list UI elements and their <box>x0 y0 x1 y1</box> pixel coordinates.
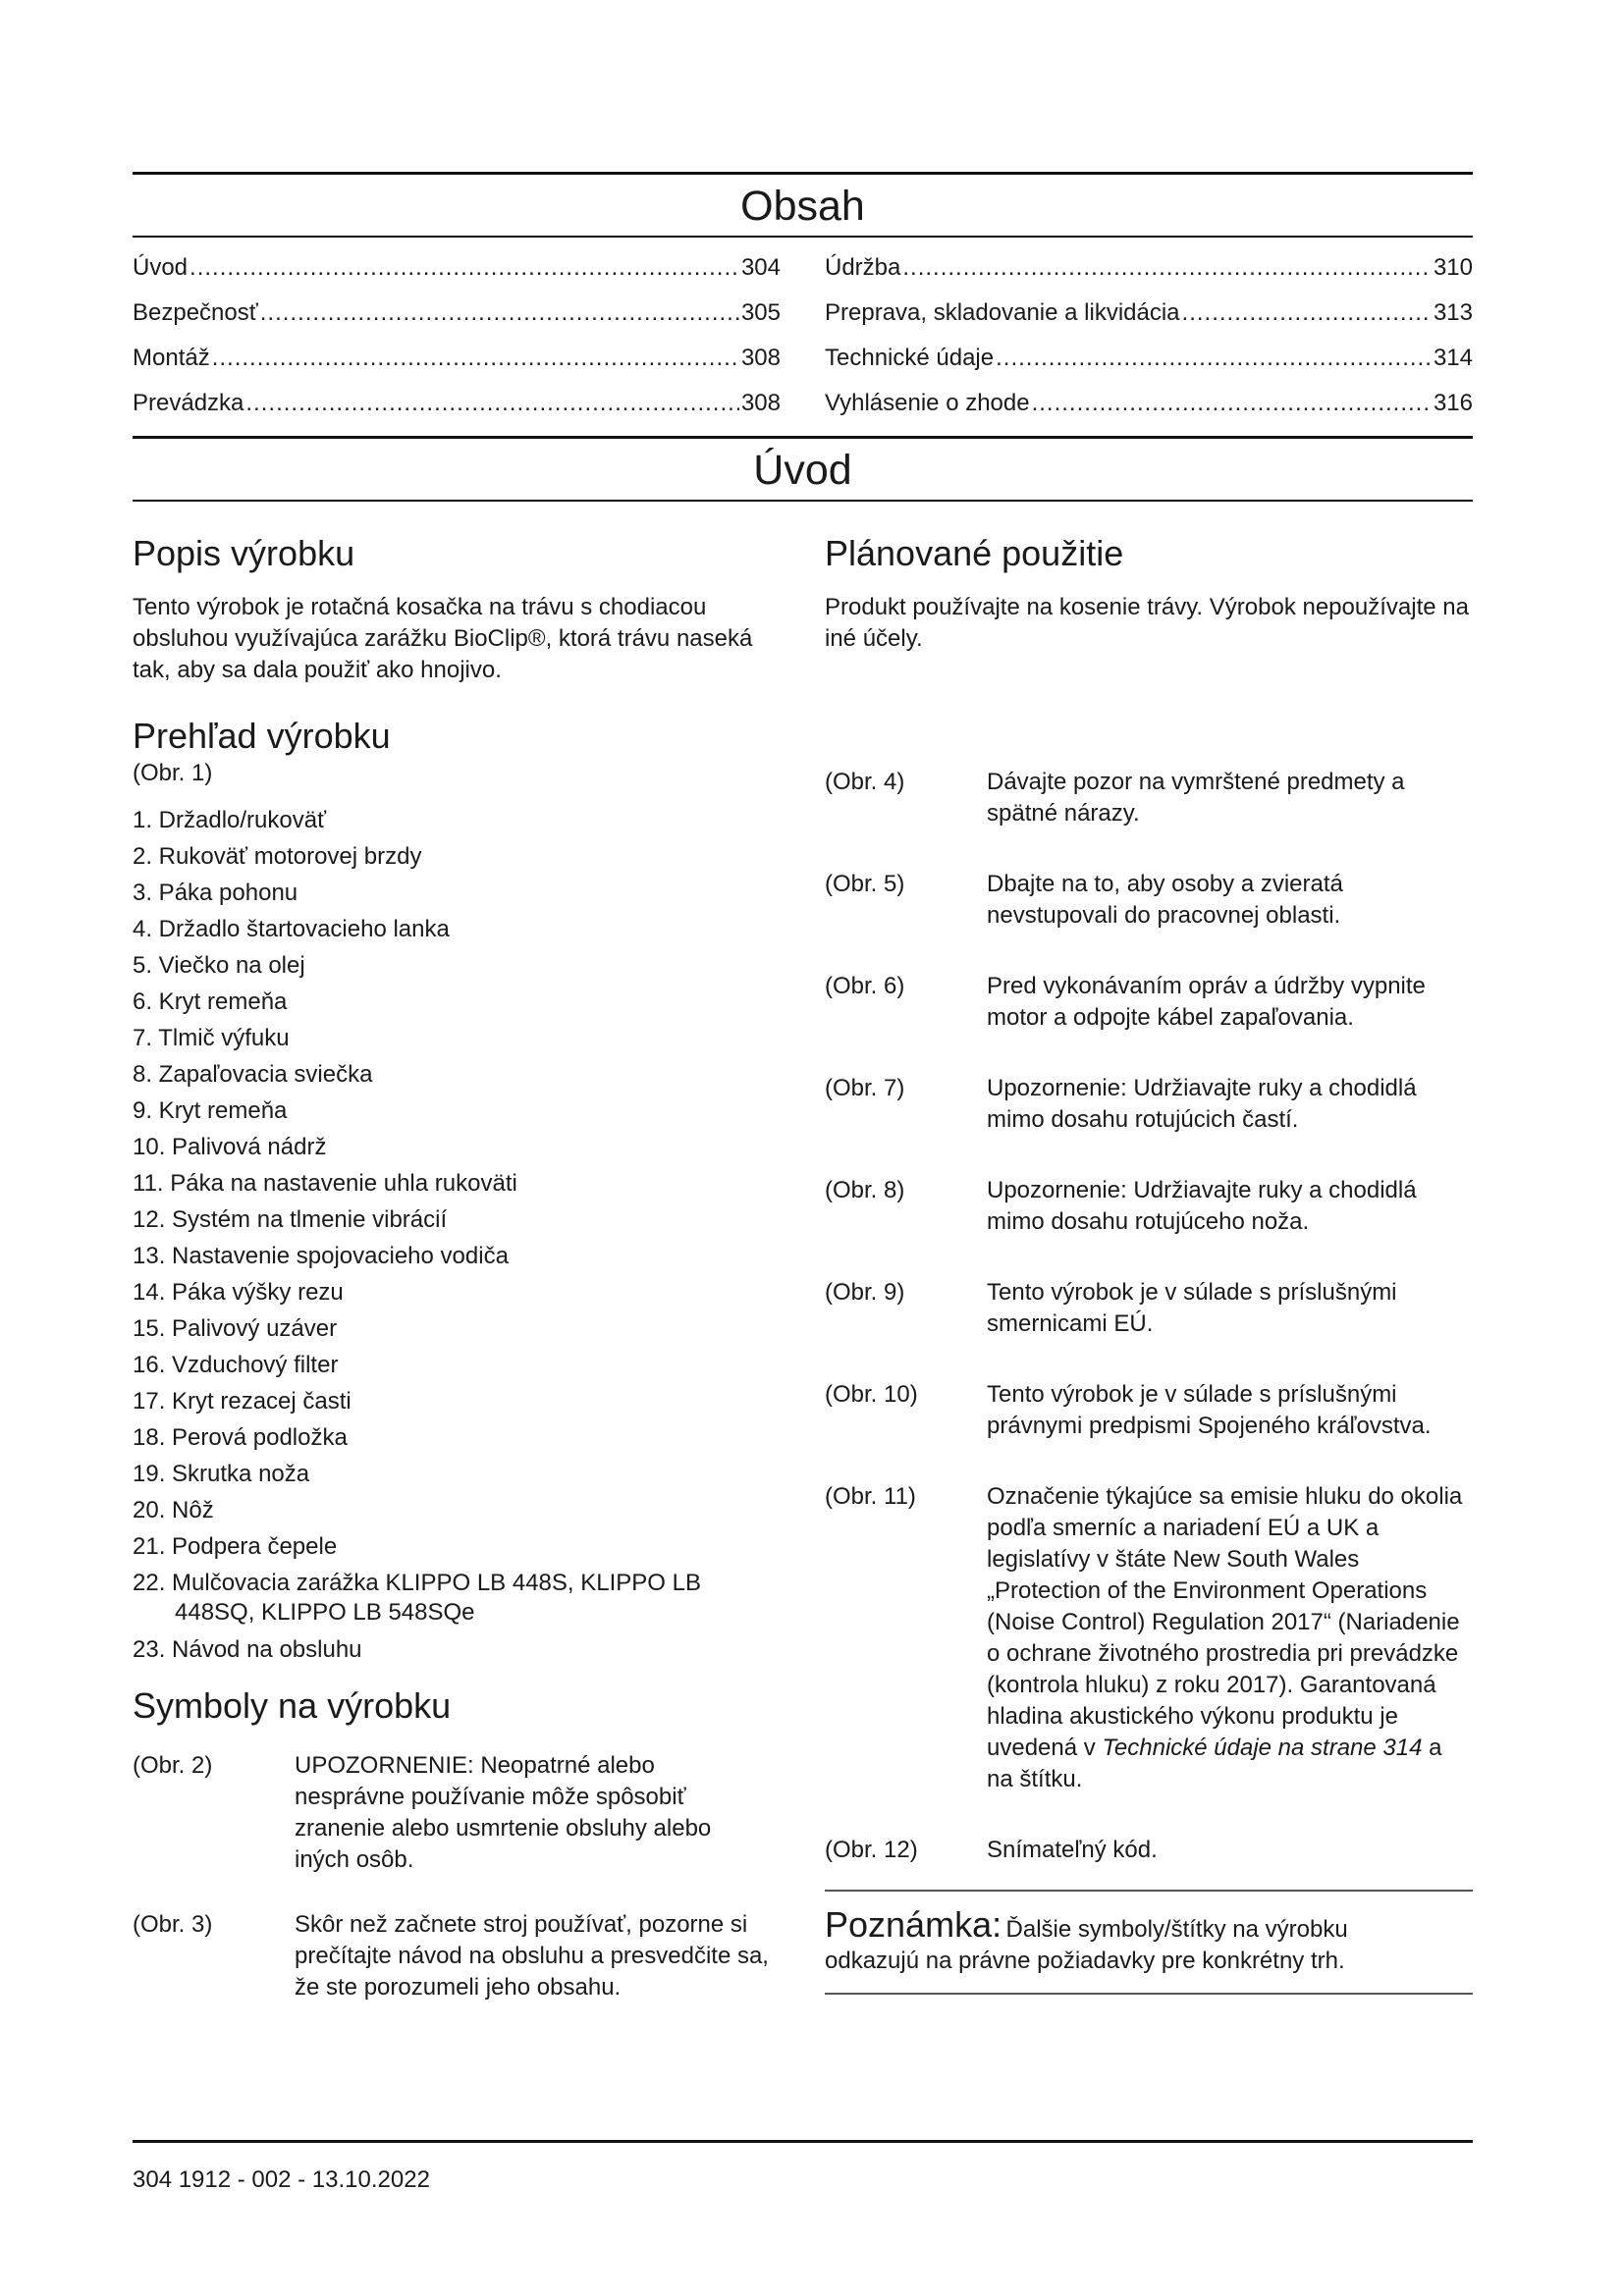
toc-entry[interactable] <box>825 245 1473 291</box>
symbol-entry <box>825 1481 1473 1795</box>
list-item: 4. Držadlo štartovacieho lanka <box>133 916 450 942</box>
list-item: 10. Palivová nádrž <box>133 1134 327 1160</box>
toc-entry-page: 310 <box>1433 254 1473 281</box>
page-footer <box>133 2140 1473 2194</box>
toc-leader-dots <box>1032 381 1432 426</box>
symbol-description: Dávajte pozor na vymrštené predmety a spätné nárazy. <box>987 769 1405 827</box>
right-column <box>825 509 1473 2037</box>
list-item: 5. Viečko na olej <box>133 952 305 979</box>
symbol-description: Tento výrobok je v súlade s príslušnými právnymi predpismi Spojeného kráľovstva. <box>987 1381 1432 1439</box>
noise-label-text: Označenie týkajúce sa emisie hluku do okolia podľa smerníc a nariadení EÚ a UK a legislatívy v štáte New South Wales „Protection of the Environment Operations (Noise Control) Regulation 2017“ (Nariadenie o ochrane životného prostredia pri prevádzke (kontrola hluku) z roku 2017). Garantovaná hladina akustického výkonu produktu je uvedená v <box>987 1483 1463 1761</box>
list-item: 23. Návod na obsluhu <box>133 1636 362 1663</box>
symbol-figure-ref: (Obr. 10) <box>825 1381 918 1408</box>
symbol-figure-ref: (Obr. 2) <box>133 1752 213 1779</box>
toc-entry[interactable] <box>133 245 781 291</box>
left-column <box>133 509 771 2037</box>
symbol-figure-ref: (Obr. 3) <box>133 1911 213 1938</box>
toc-entry[interactable] <box>133 291 781 336</box>
toc-leader-dots <box>902 245 1432 291</box>
symbol-entry <box>825 1379 1473 1442</box>
symbol-figure-ref: (Obr. 11) <box>825 1483 916 1510</box>
list-item: 12. Systém na tlmenie vibrácií <box>133 1206 448 1233</box>
note-text: odkazujú na právne požiadavky pre konkrétny trh. <box>825 1948 1345 1974</box>
symbol-figure-ref: (Obr. 7) <box>825 1075 905 1101</box>
toc-entry-page: 314 <box>1433 345 1473 371</box>
symbol-description: Dbajte na to, aby osoby a zvieratá nevstupovali do pracovnej oblasti. <box>987 871 1343 929</box>
symbol-description: Pred vykonávaním opráv a údržby vypnite motor a odpojte kábel zapaľovania. <box>987 973 1426 1031</box>
list-item: 7. Tlmič výfuku <box>133 1025 290 1051</box>
divider <box>133 172 1473 175</box>
toc-entry[interactable] <box>133 381 781 426</box>
toc-title: Obsah <box>740 183 865 230</box>
product-description-text: Tento výrobok je rotačná kosačka na trávu s chodiacou obsluhou využívajúca zarážku BioClip®, ktorá trávu naseká tak, aby sa dala použiť ako hnojivo. <box>133 594 753 683</box>
symbol-description <box>987 1481 1473 1795</box>
toc-leader-dots <box>996 336 1432 381</box>
list-item: 3. Páka pohonu <box>133 880 298 906</box>
symbol-figure-ref: (Obr. 8) <box>825 1177 905 1203</box>
symbol-entry <box>133 1750 771 1876</box>
table-of-contents <box>133 245 1473 426</box>
list-item: 16. Vzduchový filter <box>133 1352 339 1378</box>
divider <box>133 2140 1473 2143</box>
note-title: Poznámka: <box>825 1904 1002 1945</box>
noise-label-text-end: a na štítku. <box>987 1735 1442 1792</box>
symbol-figure-ref: (Obr. 5) <box>825 871 905 897</box>
list-item-line: 22. Mulčovacia zarážka KLIPPO LB 448S, KLIPPO LB <box>133 1570 701 1596</box>
toc-entry-label: Technické údaje <box>825 345 995 371</box>
technical-data-link[interactable]: Technické údaje na strane 314 <box>1102 1735 1423 1761</box>
toc-entry-label: Preprava, skladovanie a likvidácia <box>825 299 1180 326</box>
symbol-list <box>825 767 1473 1866</box>
list-item: 13. Nastavenie spojovacieho vodiča <box>133 1243 509 1269</box>
list-item: 1. Držadlo/rukoväť <box>133 807 327 833</box>
toc-right-column <box>825 245 1473 426</box>
list-item: 11. Páka na nastavenie uhla rukoväti <box>133 1170 517 1197</box>
overview-figure-ref: (Obr. 1) <box>133 760 213 786</box>
toc-entry[interactable] <box>825 381 1473 426</box>
list-item: 17. Kryt rezacej časti <box>133 1388 352 1415</box>
toc-entry[interactable] <box>825 336 1473 381</box>
symbol-entry <box>825 1277 1473 1340</box>
list-item: 9. Kryt remeňa <box>133 1097 288 1124</box>
toc-entry-label: Prevádzka <box>133 390 244 416</box>
list-item-line: 448SQ, KLIPPO LB 548SQe <box>175 1599 475 1626</box>
symbol-figure-ref: (Obr. 4) <box>825 769 905 795</box>
toc-entry-label: Bezpečnosť <box>133 299 258 326</box>
note-text: Ďalšie symboly/štítky na výrobku <box>1005 1916 1348 1943</box>
product-description-heading: Popis výrobku <box>133 533 355 573</box>
list-item: 8. Zapaľovacia sviečka <box>133 1061 373 1088</box>
symbol-entry <box>825 869 1473 932</box>
toc-entry-label: Vyhlásenie o zhode <box>825 390 1030 416</box>
toc-entry-page: 308 <box>740 390 781 416</box>
symbol-figure-ref: (Obr. 6) <box>825 973 905 999</box>
intro-title: Úvod <box>753 447 852 494</box>
page-content <box>133 172 1473 2037</box>
symbol-entry <box>825 971 1473 1034</box>
list-item: 20. Nôž <box>133 1497 214 1523</box>
list-item: 15. Palivový uzáver <box>133 1315 338 1342</box>
toc-leader-dots <box>245 381 739 426</box>
toc-leader-dots <box>212 336 739 381</box>
list-item: 2. Rukoväť motorovej brzdy <box>133 843 422 870</box>
symbol-entry <box>133 1909 771 2003</box>
list-item: 18. Perová podložka <box>133 1424 348 1451</box>
toc-entry-page: 304 <box>740 254 781 281</box>
overview-heading: Prehľad výrobku <box>133 716 391 756</box>
symbol-description: Upozornenie: Udržiavajte ruky a chodidlá mimo dosahu rotujúcich častí. <box>987 1075 1417 1133</box>
list-item <box>133 1569 771 1628</box>
symbol-entry <box>825 1175 1473 1238</box>
symbol-description: Tento výrobok je v súlade s príslušnými smernicami EÚ. <box>987 1279 1397 1337</box>
symbol-entry <box>825 1073 1473 1136</box>
symbol-entry <box>825 767 1473 829</box>
divider <box>133 236 1473 238</box>
symbol-figure-ref: (Obr. 12) <box>825 1837 918 1863</box>
symbol-description: Snímateľný kód. <box>987 1837 1158 1863</box>
toc-entry[interactable] <box>825 291 1473 336</box>
list-item: 6. Kryt remeňa <box>133 988 288 1015</box>
toc-entry-label: Úvod <box>133 254 189 281</box>
symbol-entry <box>825 1835 1473 1866</box>
footer-text: 304 1912 - 002 - 13.10.2022 <box>133 2166 430 2193</box>
symbol-description: UPOZORNENIE: Neopatrné alebo nesprávne používanie môže spôsobiť zranenie alebo usmrtenie obsluhy alebo iných osôb. <box>295 1752 712 1873</box>
toc-left-column <box>133 245 781 426</box>
toc-leader-dots <box>189 245 739 291</box>
divider <box>133 436 1473 439</box>
intended-use-heading: Plánované použitie <box>825 533 1124 573</box>
symbols-heading: Symboly na výrobku <box>133 1685 452 1726</box>
intro-columns <box>133 509 1473 2037</box>
toc-leader-dots <box>260 291 739 336</box>
list-item: 14. Páka výšky rezu <box>133 1279 344 1306</box>
divider <box>133 500 1473 502</box>
list-item: 19. Skrutka noža <box>133 1461 310 1487</box>
toc-entry-page: 313 <box>1433 299 1473 326</box>
symbol-description: Upozornenie: Udržiavajte ruky a chodidlá mimo dosahu rotujúceho noža. <box>987 1177 1417 1235</box>
parts-list <box>133 802 771 1668</box>
intended-use-text: Produkt používajte na kosenie trávy. Výrobok nepoužívajte na iné účely. <box>825 594 1469 652</box>
note-box <box>825 1890 1473 1995</box>
toc-entry-page: 305 <box>740 299 781 326</box>
toc-entry-page: 308 <box>740 345 781 371</box>
toc-entry-label: Údržba <box>825 254 901 281</box>
toc-entry-label: Montáž <box>133 345 210 371</box>
toc-entry[interactable] <box>133 336 781 381</box>
symbol-figure-ref: (Obr. 9) <box>825 1279 905 1306</box>
toc-leader-dots <box>1182 291 1432 336</box>
list-item: 21. Podpera čepele <box>133 1533 338 1560</box>
symbol-description: Skôr než začnete stroj používať, pozorne si prečítajte návod na obsluhu a presvedčite sa, že ste porozumeli jeho obsahu. <box>295 1911 769 2001</box>
toc-entry-page: 316 <box>1433 390 1473 416</box>
